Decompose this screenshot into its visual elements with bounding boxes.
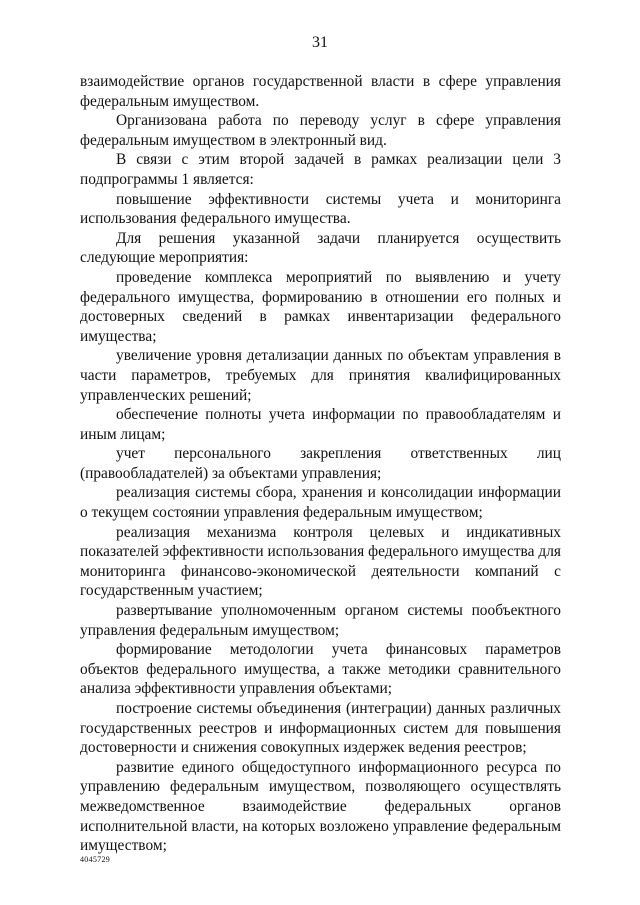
paragraph: Организована работа по переводу услуг в сфере управления федеральным имуществом в электронный вид. [80,112,561,149]
list-item: развертывание уполномоченным органом системы пообъектного управления федеральным имуществом; [80,602,561,639]
page-number: 31 [312,34,328,51]
list-item: построение системы объединения (интеграции) данных различных государственных реестров и информационных систем для повышения достоверности и снижения совокупных издержек ведения реестров; [80,700,561,757]
list-item: формирование методологии учета финансовых параметров объектов федерального имущества, а также методики сравнительного анализа эффективности управления объектами; [80,641,561,698]
paragraph: Для решения указанной задачи планируется осуществить следующие мероприятия: [80,229,561,267]
list-item: развитие единого общедоступного информационного ресурса по управлению федеральным имуществом, позволяющего осуществлять межведомственное взаимодействие федеральных органов исполнительной власти, на которых возложено управление федеральным имуществом; [80,758,561,855]
list-item: учет персонального закрепления ответственных лиц (правообладателей) за объектами управления; [80,445,561,482]
list-item: проведение комплекса мероприятий по выявлению и учету федерального имущества, формированию в отношении его полных и достоверных сведений в рамках инвентаризации федерального имущества; [80,268,561,345]
list-item: реализация механизма контроля целевых и индикативных показателей эффективности использования федерального имущества для мониторинга финансово-экономической деятельности компаний с государственным участием; [80,523,561,600]
document-body [80,72,561,856]
list-item: обеспечение полноты учета информации по правообладателям и иным лицам; [80,406,561,443]
document-code: 4045729 [80,855,111,864]
paragraph: повышение эффективности системы учета и мониторинга использования федерального имущества. [80,190,561,228]
paragraph-continuation: взаимодействие органов государственной власти в сфере управления федеральным имуществом. [80,73,561,110]
list-item: реализация системы сбора, хранения и консолидации информации о текущем состоянии управления федеральным имуществом; [80,484,561,522]
list-item: увеличение уровня детализации данных по объектам управления в части параметров, требуемых для принятия квалифицированных управленческих решений; [80,347,561,404]
paragraph: В связи с этим второй задачей в рамках реализации цели 3 подпрограммы 1 является: [80,151,561,188]
